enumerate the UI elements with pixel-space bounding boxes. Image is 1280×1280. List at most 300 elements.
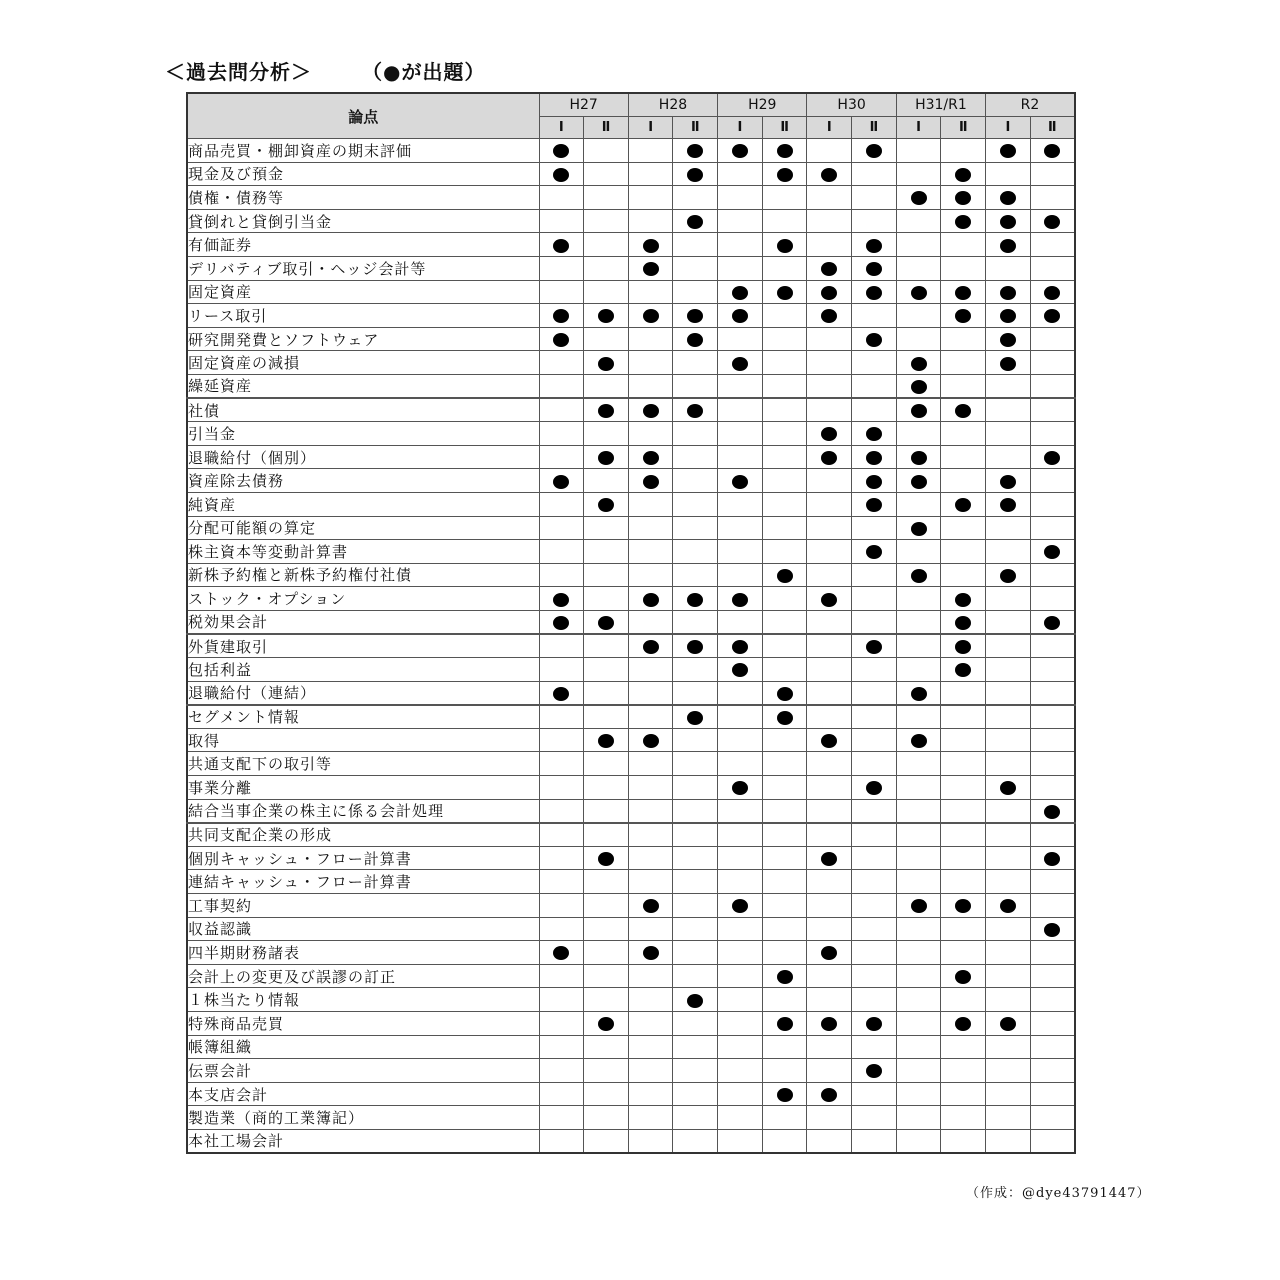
- mark-cell: [896, 870, 941, 894]
- mark-cell: [673, 186, 718, 210]
- mark-cell: [628, 422, 673, 446]
- exam-dot-icon: [643, 404, 659, 418]
- mark-cell: [673, 705, 718, 729]
- mark-cell: [584, 799, 629, 823]
- exam-dot-icon: [911, 451, 927, 465]
- mark-cell: [628, 610, 673, 634]
- term-header: Ⅰ: [628, 117, 673, 139]
- exam-dot-icon: [911, 404, 927, 418]
- exam-dot-icon: [643, 475, 659, 489]
- mark-cell: [941, 870, 986, 894]
- mark-cell: [539, 964, 584, 988]
- mark-cell: [628, 894, 673, 918]
- mark-cell: [628, 1082, 673, 1106]
- mark-cell: [673, 540, 718, 564]
- exam-dot-icon: [821, 946, 837, 960]
- mark-cell: [896, 233, 941, 257]
- mark-cell: [762, 139, 807, 163]
- exam-dot-icon: [1000, 357, 1016, 371]
- exam-dot-icon: [1000, 239, 1016, 253]
- mark-cell: [762, 1059, 807, 1083]
- exam-dot-icon: [553, 687, 569, 701]
- mark-cell: [718, 658, 763, 682]
- mark-cell: [584, 280, 629, 304]
- mark-cell: [941, 587, 986, 611]
- mark-cell: [762, 469, 807, 493]
- mark-cell: [896, 209, 941, 233]
- exam-dot-icon: [821, 427, 837, 441]
- mark-cell: [896, 894, 941, 918]
- topic-label: 固定資産の減損: [187, 351, 539, 375]
- topic-label: 製造業（商的工業簿記）: [187, 1106, 539, 1130]
- mark-cell: [1030, 752, 1075, 776]
- exam-dot-icon: [553, 946, 569, 960]
- topic-label: 外貨建取引: [187, 634, 539, 658]
- mark-cell: [628, 445, 673, 469]
- exam-dot-icon: [687, 309, 703, 323]
- mark-cell: [941, 634, 986, 658]
- mark-cell: [807, 209, 852, 233]
- mark-cell: [1030, 776, 1075, 800]
- mark-cell: [941, 304, 986, 328]
- mark-cell: [762, 1011, 807, 1035]
- table-row: [187, 186, 1075, 210]
- mark-cell: [718, 516, 763, 540]
- exam-dot-icon: [1000, 569, 1016, 583]
- mark-cell: [1030, 728, 1075, 752]
- table-body: [187, 139, 1075, 1154]
- year-header: R2: [986, 93, 1075, 117]
- mark-cell: [896, 304, 941, 328]
- mark-cell: [941, 681, 986, 705]
- mark-cell: [852, 681, 897, 705]
- mark-cell: [896, 327, 941, 351]
- topic-label: 連結キャッシュ・フロー計算書: [187, 870, 539, 894]
- mark-cell: [762, 374, 807, 398]
- exam-dot-icon: [866, 427, 882, 441]
- mark-cell: [673, 304, 718, 328]
- mark-cell: [1030, 540, 1075, 564]
- table-row: [187, 658, 1075, 682]
- exam-dot-icon: [732, 286, 748, 300]
- mark-cell: [673, 209, 718, 233]
- table-row: [187, 870, 1075, 894]
- year-header: H30: [807, 93, 896, 117]
- mark-cell: [762, 752, 807, 776]
- exam-dot-icon: [821, 286, 837, 300]
- mark-cell: [852, 799, 897, 823]
- mark-cell: [896, 964, 941, 988]
- mark-cell: [852, 1059, 897, 1083]
- exam-dot-icon: [866, 498, 882, 512]
- mark-cell: [539, 374, 584, 398]
- table-row: [187, 209, 1075, 233]
- table-row: [187, 610, 1075, 634]
- mark-cell: [673, 1106, 718, 1130]
- mark-cell: [584, 634, 629, 658]
- mark-cell: [896, 823, 941, 847]
- mark-cell: [762, 705, 807, 729]
- table-row: [187, 162, 1075, 186]
- mark-cell: [1030, 422, 1075, 446]
- table-row: [187, 1059, 1075, 1083]
- mark-cell: [896, 280, 941, 304]
- mark-cell: [539, 917, 584, 941]
- mark-cell: [762, 540, 807, 564]
- mark-cell: [673, 846, 718, 870]
- mark-cell: [807, 846, 852, 870]
- mark-cell: [1030, 823, 1075, 847]
- mark-cell: [896, 634, 941, 658]
- topic-label: 取得: [187, 728, 539, 752]
- mark-cell: [539, 823, 584, 847]
- mark-cell: [718, 304, 763, 328]
- exam-dot-icon: [553, 144, 569, 158]
- mark-cell: [896, 422, 941, 446]
- mark-cell: [584, 186, 629, 210]
- mark-cell: [986, 445, 1031, 469]
- mark-cell: [718, 610, 763, 634]
- mark-cell: [762, 1106, 807, 1130]
- table-row: [187, 917, 1075, 941]
- mark-cell: [628, 469, 673, 493]
- mark-cell: [896, 1035, 941, 1059]
- exam-dot-icon: [911, 357, 927, 371]
- table-row: [187, 728, 1075, 752]
- mark-cell: [941, 823, 986, 847]
- mark-cell: [718, 846, 763, 870]
- mark-cell: [1030, 280, 1075, 304]
- mark-cell: [852, 398, 897, 422]
- mark-cell: [986, 139, 1031, 163]
- mark-cell: [852, 516, 897, 540]
- mark-cell: [1030, 799, 1075, 823]
- mark-cell: [941, 256, 986, 280]
- mark-cell: [584, 1129, 629, 1153]
- mark-cell: [762, 776, 807, 800]
- exam-dot-icon: [821, 309, 837, 323]
- mark-cell: [673, 1011, 718, 1035]
- mark-cell: [986, 1059, 1031, 1083]
- mark-cell: [941, 1059, 986, 1083]
- exam-dot-icon: [553, 239, 569, 253]
- mark-cell: [718, 1129, 763, 1153]
- mark-cell: [852, 139, 897, 163]
- exam-dot-icon: [687, 593, 703, 607]
- mark-cell: [539, 162, 584, 186]
- mark-cell: [718, 563, 763, 587]
- mark-cell: [1030, 1035, 1075, 1059]
- mark-cell: [584, 776, 629, 800]
- mark-cell: [762, 681, 807, 705]
- mark-cell: [628, 1059, 673, 1083]
- term-header: Ⅰ: [718, 117, 763, 139]
- mark-cell: [762, 964, 807, 988]
- table-row: [187, 374, 1075, 398]
- mark-cell: [1030, 186, 1075, 210]
- mark-cell: [584, 823, 629, 847]
- mark-cell: [896, 681, 941, 705]
- exam-dot-icon: [777, 1017, 793, 1031]
- mark-cell: [762, 634, 807, 658]
- topic-label: 資産除去債務: [187, 469, 539, 493]
- mark-cell: [718, 587, 763, 611]
- mark-cell: [896, 492, 941, 516]
- mark-cell: [762, 894, 807, 918]
- mark-cell: [807, 1011, 852, 1035]
- exam-dot-icon: [643, 451, 659, 465]
- mark-cell: [628, 587, 673, 611]
- exam-dot-icon: [866, 1064, 882, 1078]
- exam-dot-icon: [866, 239, 882, 253]
- table-row: [187, 398, 1075, 422]
- mark-cell: [628, 1106, 673, 1130]
- mark-cell: [718, 233, 763, 257]
- mark-cell: [762, 941, 807, 965]
- mark-cell: [986, 988, 1031, 1012]
- exam-dot-icon: [553, 593, 569, 607]
- mark-cell: [896, 658, 941, 682]
- mark-cell: [941, 1082, 986, 1106]
- exam-dot-icon: [911, 286, 927, 300]
- mark-cell: [628, 634, 673, 658]
- mark-cell: [584, 1011, 629, 1035]
- mark-cell: [628, 374, 673, 398]
- mark-cell: [986, 162, 1031, 186]
- mark-cell: [852, 1035, 897, 1059]
- mark-cell: [539, 351, 584, 375]
- mark-cell: [807, 752, 852, 776]
- mark-cell: [673, 823, 718, 847]
- mark-cell: [852, 705, 897, 729]
- mark-cell: [941, 186, 986, 210]
- mark-cell: [807, 233, 852, 257]
- mark-cell: [807, 1106, 852, 1130]
- term-header: Ⅱ: [1030, 117, 1075, 139]
- mark-cell: [718, 186, 763, 210]
- exam-dot-icon: [598, 404, 614, 418]
- table-row: [187, 516, 1075, 540]
- topic-label: 収益認識: [187, 917, 539, 941]
- exam-dot-icon: [866, 144, 882, 158]
- mark-cell: [628, 1035, 673, 1059]
- mark-cell: [1030, 964, 1075, 988]
- mark-cell: [986, 398, 1031, 422]
- mark-cell: [852, 776, 897, 800]
- exam-dot-icon: [598, 616, 614, 630]
- exam-dot-icon: [955, 593, 971, 607]
- mark-cell: [539, 540, 584, 564]
- mark-cell: [673, 398, 718, 422]
- mark-cell: [807, 658, 852, 682]
- exam-dot-icon: [1000, 899, 1016, 913]
- mark-cell: [539, 705, 584, 729]
- mark-cell: [896, 351, 941, 375]
- mark-cell: [1030, 256, 1075, 280]
- topic-label: 債権・債務等: [187, 186, 539, 210]
- exam-dot-icon: [911, 899, 927, 913]
- exam-dot-icon: [1044, 215, 1060, 229]
- mark-cell: [1030, 351, 1075, 375]
- mark-cell: [807, 941, 852, 965]
- mark-cell: [986, 752, 1031, 776]
- mark-cell: [986, 917, 1031, 941]
- mark-cell: [896, 256, 941, 280]
- topic-label: 本支店会計: [187, 1082, 539, 1106]
- exam-dot-icon: [732, 357, 748, 371]
- topic-label: 伝票会計: [187, 1059, 539, 1083]
- exam-dot-icon: [955, 640, 971, 654]
- mark-cell: [718, 988, 763, 1012]
- mark-cell: [896, 1011, 941, 1035]
- table-row: [187, 894, 1075, 918]
- mark-cell: [673, 445, 718, 469]
- mark-cell: [762, 492, 807, 516]
- topic-label: 四半期財務諸表: [187, 941, 539, 965]
- mark-cell: [673, 634, 718, 658]
- mark-cell: [718, 941, 763, 965]
- mark-cell: [718, 705, 763, 729]
- mark-cell: [539, 587, 584, 611]
- exam-dot-icon: [955, 309, 971, 323]
- mark-cell: [718, 1106, 763, 1130]
- exam-dot-icon: [1044, 144, 1060, 158]
- mark-cell: [628, 162, 673, 186]
- mark-cell: [762, 610, 807, 634]
- mark-cell: [986, 374, 1031, 398]
- mark-cell: [852, 587, 897, 611]
- mark-cell: [852, 846, 897, 870]
- exam-dot-icon: [955, 404, 971, 418]
- mark-cell: [762, 823, 807, 847]
- table-row: [187, 634, 1075, 658]
- table-row: [187, 540, 1075, 564]
- mark-cell: [584, 469, 629, 493]
- mark-cell: [539, 776, 584, 800]
- mark-cell: [1030, 516, 1075, 540]
- year-header: H31/R1: [896, 93, 985, 117]
- mark-cell: [718, 162, 763, 186]
- mark-cell: [673, 280, 718, 304]
- mark-cell: [1030, 374, 1075, 398]
- mark-cell: [807, 256, 852, 280]
- mark-cell: [539, 799, 584, 823]
- mark-cell: [986, 327, 1031, 351]
- mark-cell: [986, 516, 1031, 540]
- topic-label: 特殊商品売買: [187, 1011, 539, 1035]
- mark-cell: [986, 186, 1031, 210]
- mark-cell: [718, 1059, 763, 1083]
- mark-cell: [584, 705, 629, 729]
- mark-cell: [1030, 327, 1075, 351]
- mark-cell: [852, 374, 897, 398]
- mark-cell: [628, 540, 673, 564]
- mark-cell: [941, 162, 986, 186]
- mark-cell: [986, 776, 1031, 800]
- mark-cell: [628, 917, 673, 941]
- mark-cell: [584, 941, 629, 965]
- mark-cell: [718, 823, 763, 847]
- mark-cell: [852, 941, 897, 965]
- exam-dot-icon: [732, 640, 748, 654]
- mark-cell: [807, 398, 852, 422]
- mark-cell: [584, 846, 629, 870]
- term-header: Ⅰ: [896, 117, 941, 139]
- mark-cell: [584, 988, 629, 1012]
- table-row: [187, 705, 1075, 729]
- exam-dot-icon: [643, 593, 659, 607]
- mark-cell: [584, 1082, 629, 1106]
- mark-cell: [807, 799, 852, 823]
- mark-cell: [762, 728, 807, 752]
- mark-cell: [762, 516, 807, 540]
- exam-dot-icon: [687, 168, 703, 182]
- mark-cell: [896, 1059, 941, 1083]
- mark-cell: [628, 658, 673, 682]
- mark-cell: [807, 469, 852, 493]
- mark-cell: [896, 445, 941, 469]
- topic-label: 退職給付（個別）: [187, 445, 539, 469]
- mark-cell: [986, 634, 1031, 658]
- exam-dot-icon: [821, 734, 837, 748]
- exam-dot-icon: [553, 168, 569, 182]
- mark-cell: [628, 256, 673, 280]
- table-row: [187, 1011, 1075, 1035]
- mark-cell: [584, 516, 629, 540]
- mark-cell: [986, 610, 1031, 634]
- mark-cell: [1030, 681, 1075, 705]
- topic-label: 純資産: [187, 492, 539, 516]
- mark-cell: [852, 964, 897, 988]
- mark-cell: [807, 870, 852, 894]
- exam-dot-icon: [687, 404, 703, 418]
- mark-cell: [807, 705, 852, 729]
- mark-cell: [807, 610, 852, 634]
- mark-cell: [628, 941, 673, 965]
- mark-cell: [941, 280, 986, 304]
- mark-cell: [628, 1129, 673, 1153]
- mark-cell: [1030, 941, 1075, 965]
- term-header: Ⅰ: [807, 117, 852, 139]
- mark-cell: [1030, 139, 1075, 163]
- mark-cell: [539, 516, 584, 540]
- mark-cell: [852, 540, 897, 564]
- topic-label: 帳簿組織: [187, 1035, 539, 1059]
- mark-cell: [628, 1011, 673, 1035]
- mark-cell: [539, 1106, 584, 1130]
- mark-cell: [896, 988, 941, 1012]
- exam-dot-icon: [598, 852, 614, 866]
- mark-cell: [718, 1082, 763, 1106]
- mark-cell: [628, 327, 673, 351]
- mark-cell: [539, 422, 584, 446]
- exam-dot-icon: [643, 239, 659, 253]
- mark-cell: [718, 256, 763, 280]
- mark-cell: [807, 964, 852, 988]
- mark-cell: [628, 964, 673, 988]
- mark-cell: [807, 563, 852, 587]
- mark-cell: [673, 374, 718, 398]
- mark-cell: [986, 658, 1031, 682]
- exam-dot-icon: [598, 451, 614, 465]
- exam-dot-icon: [598, 309, 614, 323]
- table-row: [187, 681, 1075, 705]
- exam-dot-icon: [687, 144, 703, 158]
- exam-dot-icon: [866, 286, 882, 300]
- mark-cell: [584, 304, 629, 328]
- exam-dot-icon: [955, 191, 971, 205]
- exam-dot-icon: [777, 711, 793, 725]
